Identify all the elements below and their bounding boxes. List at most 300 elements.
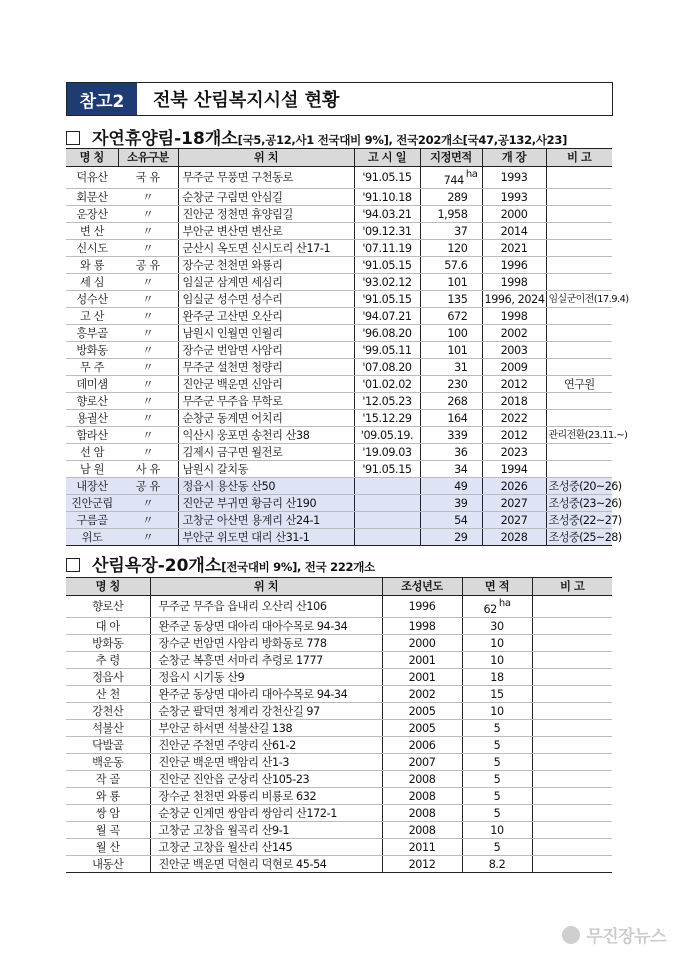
section1-title: 자연휴양림-18개소	[92, 129, 238, 149]
page-title: 전북 산림복지시설 현황	[153, 90, 340, 111]
table-row	[66, 189, 612, 206]
location: 남원시 인월면 인월리	[178, 325, 354, 342]
table-row	[66, 393, 612, 410]
section1-heading	[66, 124, 567, 149]
opening-year: 2018	[482, 393, 546, 410]
designated-area: 29	[420, 529, 482, 546]
section2-title: 산림욕장-20개소	[92, 556, 222, 576]
facility-name: 운장산	[66, 206, 118, 223]
remark: 임실군이전(17.9.4)	[546, 291, 612, 308]
notice-date: '01.02.02	[354, 376, 420, 393]
location: 군산시 옥도면 신시도리 산17-1	[178, 240, 354, 257]
table-row	[66, 167, 612, 189]
facility-name: 데미샘	[66, 376, 118, 393]
watermark-text: 무진장뉴스	[586, 927, 666, 947]
remark	[546, 393, 612, 410]
designated-area: 36	[420, 444, 482, 461]
construction-year: 2012	[382, 856, 462, 873]
facility-name: 위도	[66, 529, 118, 546]
remark	[532, 596, 612, 618]
designated-area: 120	[420, 240, 482, 257]
remark	[546, 274, 612, 291]
column-header: 고 시 일	[354, 149, 420, 167]
designated-area: 339	[420, 427, 482, 444]
opening-year: 1996, 2024	[482, 291, 546, 308]
location: 정읍시 시기동 산9	[150, 669, 382, 686]
column-header: 조성년도	[382, 578, 462, 596]
location: 무주군 무주읍 무학로	[178, 393, 354, 410]
notice-date: '07.08.20	[354, 359, 420, 376]
opening-year: 2012	[482, 376, 546, 393]
notice-date: '12.05.23	[354, 393, 420, 410]
ownership: 〃	[118, 325, 178, 342]
notice-date: '91.05.15	[354, 291, 420, 308]
location: 순창군 구림면 안심길	[178, 189, 354, 206]
table-row	[66, 274, 612, 291]
remark	[532, 822, 612, 839]
construction-year: 1996	[382, 596, 462, 618]
construction-year: 2005	[382, 720, 462, 737]
location: 순창군 동계면 어치리	[178, 410, 354, 427]
column-header: 비 고	[532, 578, 612, 596]
section1-subtitle: [국5,공12,사1 전국대비 9%], 전국202개소[국47,공132,사23]	[237, 133, 568, 147]
facility-name: 성수산	[66, 291, 118, 308]
designated-area: 101	[420, 342, 482, 359]
area: 5	[462, 788, 532, 805]
title-tag: 참고2	[67, 83, 137, 115]
location: 남원시 갈치동	[178, 461, 354, 478]
facility-name: 신시도	[66, 240, 118, 257]
location: 진안군 주천면 주양리 산61-2	[150, 737, 382, 754]
facility-name: 회문산	[66, 189, 118, 206]
table-row	[66, 461, 612, 478]
location: 고창군 고창읍 월곡리 산9-1	[150, 822, 382, 839]
notice-date	[354, 478, 420, 495]
table-row	[66, 240, 612, 257]
ownership: 국 유	[118, 167, 178, 189]
remark: 조성중(25~28)	[546, 529, 612, 546]
location: 고창군 고창읍 월산리 산145	[150, 839, 382, 856]
facility-name: 와 룡	[66, 257, 118, 274]
facility-name: 방화동	[66, 342, 118, 359]
notice-date	[354, 495, 420, 512]
table-row	[66, 291, 612, 308]
table-row	[66, 771, 612, 788]
remark	[532, 652, 612, 669]
location: 완주군 동상면 대아리 대아수목로 94-34	[150, 686, 382, 703]
remark	[532, 635, 612, 652]
location: 순창군 팔덕면 청계리 강천산길 97	[150, 703, 382, 720]
forest-bath-table	[66, 577, 612, 873]
column-header: 개 장	[482, 149, 546, 167]
facility-name: 대 아	[66, 618, 150, 635]
facility-name: 향로산	[66, 596, 150, 618]
notice-date: '91.05.15	[354, 257, 420, 274]
ownership: 〃	[118, 240, 178, 257]
table-row	[66, 529, 612, 546]
table-row	[66, 495, 612, 512]
location: 순창군 복흥면 서마리 추령로 1777	[150, 652, 382, 669]
facility-name: 강천산	[66, 703, 150, 720]
table-row	[66, 822, 612, 839]
opening-year: 2027	[482, 495, 546, 512]
ownership: 〃	[118, 427, 178, 444]
column-header: 명 칭	[66, 578, 150, 596]
remark	[546, 359, 612, 376]
location: 무주군 설천면 청량리	[178, 359, 354, 376]
table-row	[66, 669, 612, 686]
table-row	[66, 737, 612, 754]
remark	[546, 167, 612, 189]
section2-subtitle: [전국대비 9%], 전국 222개소	[221, 560, 375, 574]
checkbox-icon	[66, 131, 80, 145]
designated-area: 289	[420, 189, 482, 206]
designated-area: 37	[420, 223, 482, 240]
area: 10	[462, 822, 532, 839]
column-header: 위 치	[178, 149, 354, 167]
construction-year: 2008	[382, 771, 462, 788]
facility-name: 남 원	[66, 461, 118, 478]
location: 익산시 웅포면 송천리 산38	[178, 427, 354, 444]
remark	[532, 703, 612, 720]
remark	[546, 223, 612, 240]
facility-name: 함라산	[66, 427, 118, 444]
table-row	[66, 720, 612, 737]
ownership: 〃	[118, 512, 178, 529]
column-header: 비 고	[546, 149, 612, 167]
location: 순창군 인계면 쌍암리 쌍암리 산172-1	[150, 805, 382, 822]
column-header: 위 치	[150, 578, 382, 596]
location: 임실군 성수면 성수리	[178, 291, 354, 308]
remark	[532, 754, 612, 771]
column-header: 지정면적	[420, 149, 482, 167]
facility-name: 향로산	[66, 393, 118, 410]
remark	[546, 240, 612, 257]
area: 5	[462, 805, 532, 822]
notice-date: '94.07.21	[354, 308, 420, 325]
construction-year: 2008	[382, 788, 462, 805]
location: 고창군 아산면 용계리 산24-1	[178, 512, 354, 529]
designated-area: 230	[420, 376, 482, 393]
facility-name: 방화동	[66, 635, 150, 652]
designated-area: 100	[420, 325, 482, 342]
table-row	[66, 223, 612, 240]
ownership: 〃	[118, 495, 178, 512]
facility-name: 와 룡	[66, 788, 150, 805]
checkbox-icon	[66, 558, 80, 572]
opening-year: 2026	[482, 478, 546, 495]
designated-area: 34	[420, 461, 482, 478]
designated-area: 31	[420, 359, 482, 376]
remark	[546, 308, 612, 325]
opening-year: 1993	[482, 189, 546, 206]
facility-name: 정읍사	[66, 669, 150, 686]
area: 10	[462, 635, 532, 652]
location: 완주군 동상면 대아리 대아수목로 94-34	[150, 618, 382, 635]
ownership: 〃	[118, 291, 178, 308]
opening-year: 2003	[482, 342, 546, 359]
location: 부안군 변산면 변산로	[178, 223, 354, 240]
area: 8.2	[462, 856, 532, 873]
designated-area: 49	[420, 478, 482, 495]
area: 15	[462, 686, 532, 703]
ownership: 〃	[118, 393, 178, 410]
watermark	[562, 922, 666, 947]
construction-year: 2002	[382, 686, 462, 703]
table-row	[66, 444, 612, 461]
opening-year: 2028	[482, 529, 546, 546]
remark	[532, 788, 612, 805]
table-row	[66, 257, 612, 274]
recreation-forest-table	[66, 148, 629, 546]
opening-year: 1993	[482, 167, 546, 189]
location: 장수군 번암면 사암리	[178, 342, 354, 359]
designated-area: 54	[420, 512, 482, 529]
column-header: 명 칭	[66, 149, 118, 167]
table-row	[66, 410, 612, 427]
facility-name: 내장산	[66, 478, 118, 495]
remark	[532, 771, 612, 788]
facility-name: 작 골	[66, 771, 150, 788]
facility-name: 구름골	[66, 512, 118, 529]
ownership: 〃	[118, 410, 178, 427]
location: 부안군 위도면 대리 산31-1	[178, 529, 354, 546]
notice-date	[354, 512, 420, 529]
remark	[532, 686, 612, 703]
location: 진안군 부귀면 황금리 산190	[178, 495, 354, 512]
location: 장수군 천천면 와룡리 비룡로 632	[150, 788, 382, 805]
table-row	[66, 325, 612, 342]
table-row	[66, 512, 612, 529]
notice-date: '96.08.20	[354, 325, 420, 342]
ownership: 〃	[118, 376, 178, 393]
area: 30	[462, 618, 532, 635]
notice-date: '09.12.31	[354, 223, 420, 240]
area: 5	[462, 737, 532, 754]
location: 장수군 천천면 와룡리	[178, 257, 354, 274]
location: 진안군 진안읍 군상리 산105-23	[150, 771, 382, 788]
facility-name: 선 암	[66, 444, 118, 461]
opening-year: 2021	[482, 240, 546, 257]
remark	[532, 737, 612, 754]
ownership: 공 유	[118, 478, 178, 495]
facility-name: 닥발골	[66, 737, 150, 754]
remark	[532, 618, 612, 635]
table-row	[66, 703, 612, 720]
construction-year: 2001	[382, 669, 462, 686]
designated-area: 744 ha	[420, 167, 482, 189]
construction-year: 1998	[382, 618, 462, 635]
area: 5	[462, 720, 532, 737]
table-row	[66, 427, 612, 444]
ownership: 〃	[118, 223, 178, 240]
opening-year: 1996	[482, 257, 546, 274]
ownership: 〃	[118, 359, 178, 376]
notice-date	[354, 529, 420, 546]
area: 5	[462, 771, 532, 788]
facility-name: 월 곡	[66, 822, 150, 839]
table-row	[66, 839, 612, 856]
opening-year: 1998	[482, 274, 546, 291]
column-header: 면 적	[462, 578, 532, 596]
facility-name: 쌍 암	[66, 805, 150, 822]
notice-date: '93.02.12	[354, 274, 420, 291]
location: 진안군 백운면 백암리 산1-3	[150, 754, 382, 771]
remark: 조성중(20~26)	[546, 478, 612, 495]
ownership: 〃	[118, 274, 178, 291]
ownership: 〃	[118, 444, 178, 461]
table-row	[66, 342, 612, 359]
remark: 조성중(23~26)	[546, 495, 612, 512]
designated-area: 1,958	[420, 206, 482, 223]
area: 5	[462, 754, 532, 771]
construction-year: 2006	[382, 737, 462, 754]
table-row	[66, 754, 612, 771]
notice-date: '99.05.11	[354, 342, 420, 359]
designated-area: 135	[420, 291, 482, 308]
remark	[546, 342, 612, 359]
ownership: 〃	[118, 342, 178, 359]
designated-area: 672	[420, 308, 482, 325]
ownership: 공 유	[118, 257, 178, 274]
opening-year: 2012	[482, 427, 546, 444]
remark	[546, 410, 612, 427]
facility-name: 고 산	[66, 308, 118, 325]
table-row	[66, 478, 612, 495]
notice-date: '07.11.19	[354, 240, 420, 257]
facility-name: 세 심	[66, 274, 118, 291]
remark: 관리전환(23.11.~)	[546, 427, 612, 444]
table-row	[66, 805, 612, 822]
table-row	[66, 856, 612, 873]
ownership: 〃	[118, 189, 178, 206]
table-row	[66, 652, 612, 669]
opening-year: 2022	[482, 410, 546, 427]
remark	[546, 257, 612, 274]
construction-year: 2008	[382, 822, 462, 839]
area: 62 ha	[462, 596, 532, 618]
notice-date: '91.05.15	[354, 167, 420, 189]
remark	[532, 669, 612, 686]
area: 10	[462, 703, 532, 720]
facility-name: 추 령	[66, 652, 150, 669]
remark	[546, 461, 612, 478]
remark: 연구원	[546, 376, 612, 393]
facility-name: 무 주	[66, 359, 118, 376]
facility-name: 변 산	[66, 223, 118, 240]
table-row	[66, 308, 612, 325]
area: 10	[462, 652, 532, 669]
designated-area: 268	[420, 393, 482, 410]
opening-year: 2014	[482, 223, 546, 240]
facility-name: 용궐산	[66, 410, 118, 427]
designated-area: 101	[420, 274, 482, 291]
title-bar	[66, 82, 613, 116]
table-row	[66, 635, 612, 652]
location: 김제시 금구면 월전로	[178, 444, 354, 461]
designated-area: 57.6	[420, 257, 482, 274]
table-row	[66, 376, 612, 393]
remark	[546, 189, 612, 206]
location: 정읍시 용산동 산50	[178, 478, 354, 495]
remark	[532, 805, 612, 822]
table-row	[66, 206, 612, 223]
section2-heading	[66, 551, 375, 576]
facility-name: 진안군립	[66, 495, 118, 512]
ownership: 〃	[118, 529, 178, 546]
location: 임실군 삼계면 세심리	[178, 274, 354, 291]
facility-name: 산 천	[66, 686, 150, 703]
opening-year: 2000	[482, 206, 546, 223]
location: 무주군 무풍면 구천동로	[178, 167, 354, 189]
table-row	[66, 618, 612, 635]
ownership: 사 유	[118, 461, 178, 478]
notice-date: '91.10.18	[354, 189, 420, 206]
notice-date: '19.09.03	[354, 444, 420, 461]
designated-area: 164	[420, 410, 482, 427]
notice-date: '91.05.15	[354, 461, 420, 478]
construction-year: 2000	[382, 635, 462, 652]
construction-year: 2011	[382, 839, 462, 856]
area: 5	[462, 839, 532, 856]
remark	[546, 444, 612, 461]
table-row	[66, 686, 612, 703]
designated-area: 39	[420, 495, 482, 512]
remark: 조성중(22~27)	[546, 512, 612, 529]
location: 진안군 백운면 덕현리 덕현로 45-54	[150, 856, 382, 873]
opening-year: 1998	[482, 308, 546, 325]
column-header: 소유구분	[118, 149, 178, 167]
remark	[532, 856, 612, 873]
table-row	[66, 359, 612, 376]
opening-year: 2027	[482, 512, 546, 529]
logo-icon	[562, 926, 580, 944]
construction-year: 2005	[382, 703, 462, 720]
table-row	[66, 596, 612, 618]
location: 장수군 번암면 사암리 방화동로 778	[150, 635, 382, 652]
location: 완주군 고산면 오산리	[178, 308, 354, 325]
facility-name: 내동산	[66, 856, 150, 873]
area-unit: ha	[498, 598, 511, 609]
facility-name: 흥부골	[66, 325, 118, 342]
facility-name: 백운동	[66, 754, 150, 771]
construction-year: 2008	[382, 805, 462, 822]
location: 진안군 백운면 신암리	[178, 376, 354, 393]
notice-date: '09.05.19.	[354, 427, 420, 444]
remark	[532, 720, 612, 737]
construction-year: 2001	[382, 652, 462, 669]
remark	[546, 206, 612, 223]
table-row	[66, 788, 612, 805]
area: 18	[462, 669, 532, 686]
ownership: 〃	[118, 206, 178, 223]
construction-year: 2007	[382, 754, 462, 771]
location: 부안군 하서면 석불산길 138	[150, 720, 382, 737]
opening-year: 2023	[482, 444, 546, 461]
remark	[532, 839, 612, 856]
facility-name: 월 산	[66, 839, 150, 856]
facility-name: 석불산	[66, 720, 150, 737]
notice-date: '15.12.29	[354, 410, 420, 427]
location: 무주군 무주읍 읍내리 오산리 산106	[150, 596, 382, 618]
area-unit: ha	[465, 169, 478, 180]
notice-date: '94.03.21	[354, 206, 420, 223]
opening-year: 2002	[482, 325, 546, 342]
ownership: 〃	[118, 308, 178, 325]
remark	[546, 325, 612, 342]
opening-year: 1994	[482, 461, 546, 478]
location: 진안군 정천면 휴양림길	[178, 206, 354, 223]
